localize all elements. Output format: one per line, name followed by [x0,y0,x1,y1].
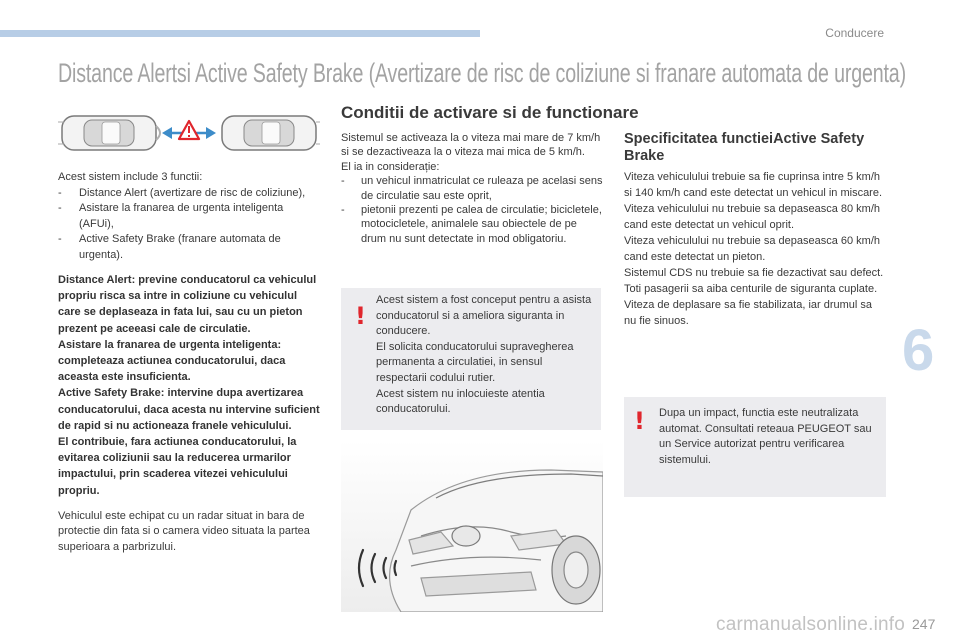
considerations-list [341,174,603,246]
condition-line: Viteza vehiculului trebuie sa fie cuprinsa intre 5 km/h si 140 km/h cand este detectat un vehicul in miscare. [624,171,883,199]
car-rear-icon [58,116,160,150]
list-item: - un vehicul inmatriculat ce ruleaza pe acelasi sens de circulatie sau este oprit, [341,174,603,203]
chapter-number: 6 [902,318,935,383]
active-safety-brake-description: Active Safety Brake: intervine dupa avertizarea conducatorului, daca acesta nu intervine suficient de rapid si nu actioneaza franele vehiculului. [58,387,320,432]
condition-line: Viteza vehiculului nu trebuie sa depaseasca 60 km/h cand este detectat un pieton. [624,235,881,263]
warning-text [376,293,596,418]
impact-reduction-description: El contribuie, fara actiunea conducatorului, la evitarea coliziunii sau la reducerea urmarilor impactului, prin scaderea vitezei vehiculului propriu. [58,436,297,497]
condition-line: Viteza vehiculului nu trebuie sa depaseasca 80 km/h cand este detectat un vehicul oprit. [624,203,881,231]
intro-text: Acest sistem include 3 functii: [58,171,203,183]
afui-description: Asistare la franarea de urgenta inteligenta: completeaza actiunea conducatorului, daca aceasta este insuficienta. [58,338,286,384]
warning-line: Acest sistem nu inlocuieste atentia conducatorului. [376,387,545,416]
condition-line: Toti pasagerii sa aiba centurile de siguranta cuplate. [624,283,878,295]
list-item: - pietonii prezenti pe calea de circulatie; bicicletele, motocicletele, animalele sau obiectele de pe drum nu sunt detectate in mod obligatoriu. [341,203,603,246]
warning-line: Acest sistem a fost conceput pentru a asista conducatorul si a ameliora siguranta in conducere. [376,294,592,338]
distance-alert-description: Distance Alert: previne conducatorul ca vehiculul propriu risca sa intre in coliziune cu vehiculul care se deplaseaza in fata lui, sau cu un pieton prezent pe aceeasi cale de circulatie. [58,274,317,335]
exclamation-icon: ! [634,407,645,435]
warning-box-system [341,288,601,430]
list-item: - Distance Alert (avertizare de risc de coliziune), [58,186,320,202]
exclamation-icon: ! [355,302,366,330]
car-front-icon [222,116,320,150]
right-column [624,169,886,329]
page-number: 247 [912,616,936,632]
section-title-conditions: Conditii de activare si de functionare [341,103,639,122]
radar-text: Vehiculul este echipat cu un radar situat in bara de protectie din fata si o camera video situata la partea superioara a parbrizului. [58,509,310,553]
considerations-intro: El ia in considerație: [341,160,440,173]
function-descriptions [58,272,320,499]
functions-list [58,186,320,264]
left-column [58,170,320,555]
condition-line: Sistemul CDS nu trebuie sa fie dezactivat sau defect. [624,267,884,279]
warning-triangle-icon [179,121,199,139]
section-name: Conducere [825,26,884,40]
list-item: - Active Safety Brake (franare automata de urgenta). [58,232,320,263]
activation-speed-text: Sistemul se activeaza la o viteza mai mare de 7 km/h si se dezactiveaza la o viteza mai mica de 5 km/h. [341,132,601,159]
car-radar-illustration [341,440,603,612]
middle-column [341,131,603,246]
warning-line: El solicita conducatorului supravegherea permanenta a circulatiei, in sensul respectarii codului rutier. [376,340,574,384]
warning-box-impact [624,397,886,497]
watermark: carmanualsonline.info [716,614,906,635]
condition-line: Viteza de deplasare sa fie stabilizata, iar drumul sa nu fie sinuos. [624,299,873,327]
collision-warning-illustration [58,112,320,154]
section-title-specifics: Specificitatea functieiActive Safety Brake [624,131,865,164]
list-item: - Asistare la franarea de urgenta inteligenta (AFUi), [58,201,320,232]
header-accent-bar [0,30,480,37]
page-title: Distance Alertsi Active Safety Brake (Avertizare de risc de coliziune si franare automata de urgenta) [58,58,906,88]
warning-text: Dupa un impact, functia este neutralizata automat. Consultati reteaua PEUGEOT sau un Service autorizat pentru verificarea sistemului. [659,407,872,466]
